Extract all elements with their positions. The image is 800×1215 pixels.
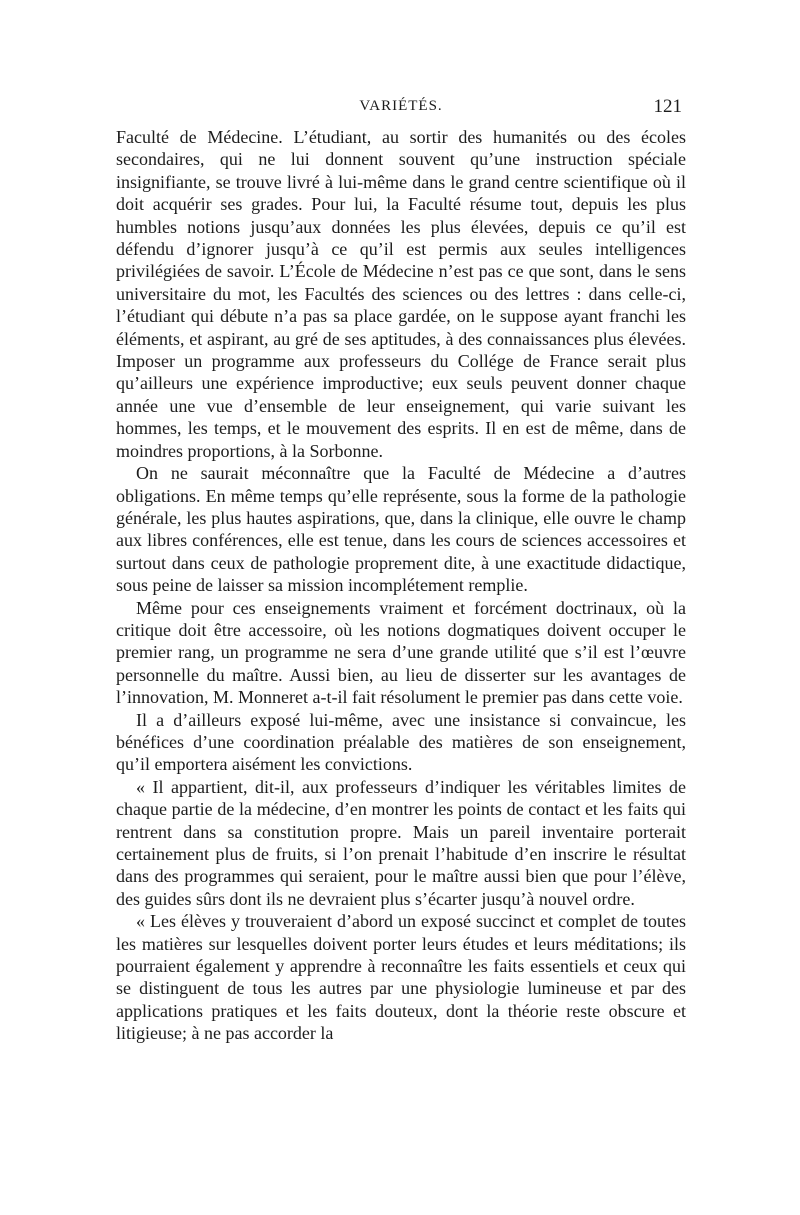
running-head xyxy=(116,96,686,120)
quoted-paragraph: « Il appartient, dit-il, aux professeurs d’indiquer les véritables limites de chaque partie de la médecine, d’en montrer les points de contact et les faits qui rentrent dans sa constitution propre. Mais un pareil inventaire porterait certainement plus de fruits, si l’on prenait l’habitude d’en inscrire le résultat dans des programmes qui seraient, pour le maître aussi bien que pour l’élève, des guides sûrs dont ils ne devraient plus s’écarter jusqu’à nouvel ordre. xyxy=(116,776,686,909)
running-title: VARIÉTÉS. xyxy=(359,98,443,114)
paragraph: Même pour ces enseignements vraiment et forcément doctrinaux, où la critique doit être accessoire, où les notions dogmatiques doivent occuper le premier rang, un programme ne sera d’une grande utilité que s’il est l’œuvre personnelle du maître. Aussi bien, au lieu de disserter sur les avantages de l’innovation, M. Monneret a-t-il fait résolument le premier pas dans cette voie. xyxy=(116,597,686,708)
body-text xyxy=(116,126,686,1045)
page-number: 121 xyxy=(653,96,682,117)
quoted-paragraph: « Les élèves y trouveraient d’abord un exposé succinct et complet de toutes les matières sur lesquelles doivent porter leurs études et leurs méditations; ils pourraient également y apprendre à reconnaître les faits essentiels et ceux qui se distinguent de tous les autres par une physiologie lumineuse et par des applications pratiques et les faits douteux, dont la théorie reste obscure et litigieuse; à ne pas accorder la xyxy=(116,911,686,1044)
paragraph: Il a d’ailleurs exposé lui-même, avec une insistance si convaincue, les bénéfices d’une coordination préalable des matières de son enseignement, qu’il emportera aisément les convictions. xyxy=(116,709,686,775)
paragraph-continuation: Faculté de Médecine. L’étudiant, au sortir des humanités ou des écoles secondaires, qui ne lui donnent souvent qu’une instruction spéciale insignifiante, se trouve livré à lui-même dans le grand centre scientifique où il doit acquérir ses grades. Pour lui, la Faculté résume tout, depuis les plus humbles notions jusqu’aux données les plus élevées, depuis ce qu’il est défendu d’ignorer jusqu’à ce qu’il est permis aux seules intelligences privilégiées de savoir. L’École de Médecine n’est pas ce que sont, dans le sens universitaire du mot, les Facultés des sciences ou des lettres : dans celle-ci, l’étudiant qui débute n’a pas sa place gardée, on le suppose ayant franchi les éléments, et aspirant, au gré de ses aptitudes, à des connaissances plus élevées. Imposer un programme aux professeurs du Collége de France serait plus qu’ailleurs une expérience improductive; eux seuls peuvent donner chaque année une vue d’ensemble de leur enseignement, qui varie suivant les hommes, les temps, et le mouvement des esprits. Il en est de même, dans de moindres proportions, à la Sorbonne. xyxy=(116,127,686,461)
paragraph: On ne saurait méconnaître que la Faculté de Médecine a d’autres obligations. En même temps qu’elle représente, sous la forme de la pathologie générale, les plus hautes aspirations, que, dans la clinique, elle ouvre le champ aux libres conférences, elle est tenue, dans les cours de sciences accessoires et surtout dans ceux de pathologie proprement dite, à une exactitude didactique, sous peine de laisser sa mission incomplétement remplie. xyxy=(116,463,686,596)
